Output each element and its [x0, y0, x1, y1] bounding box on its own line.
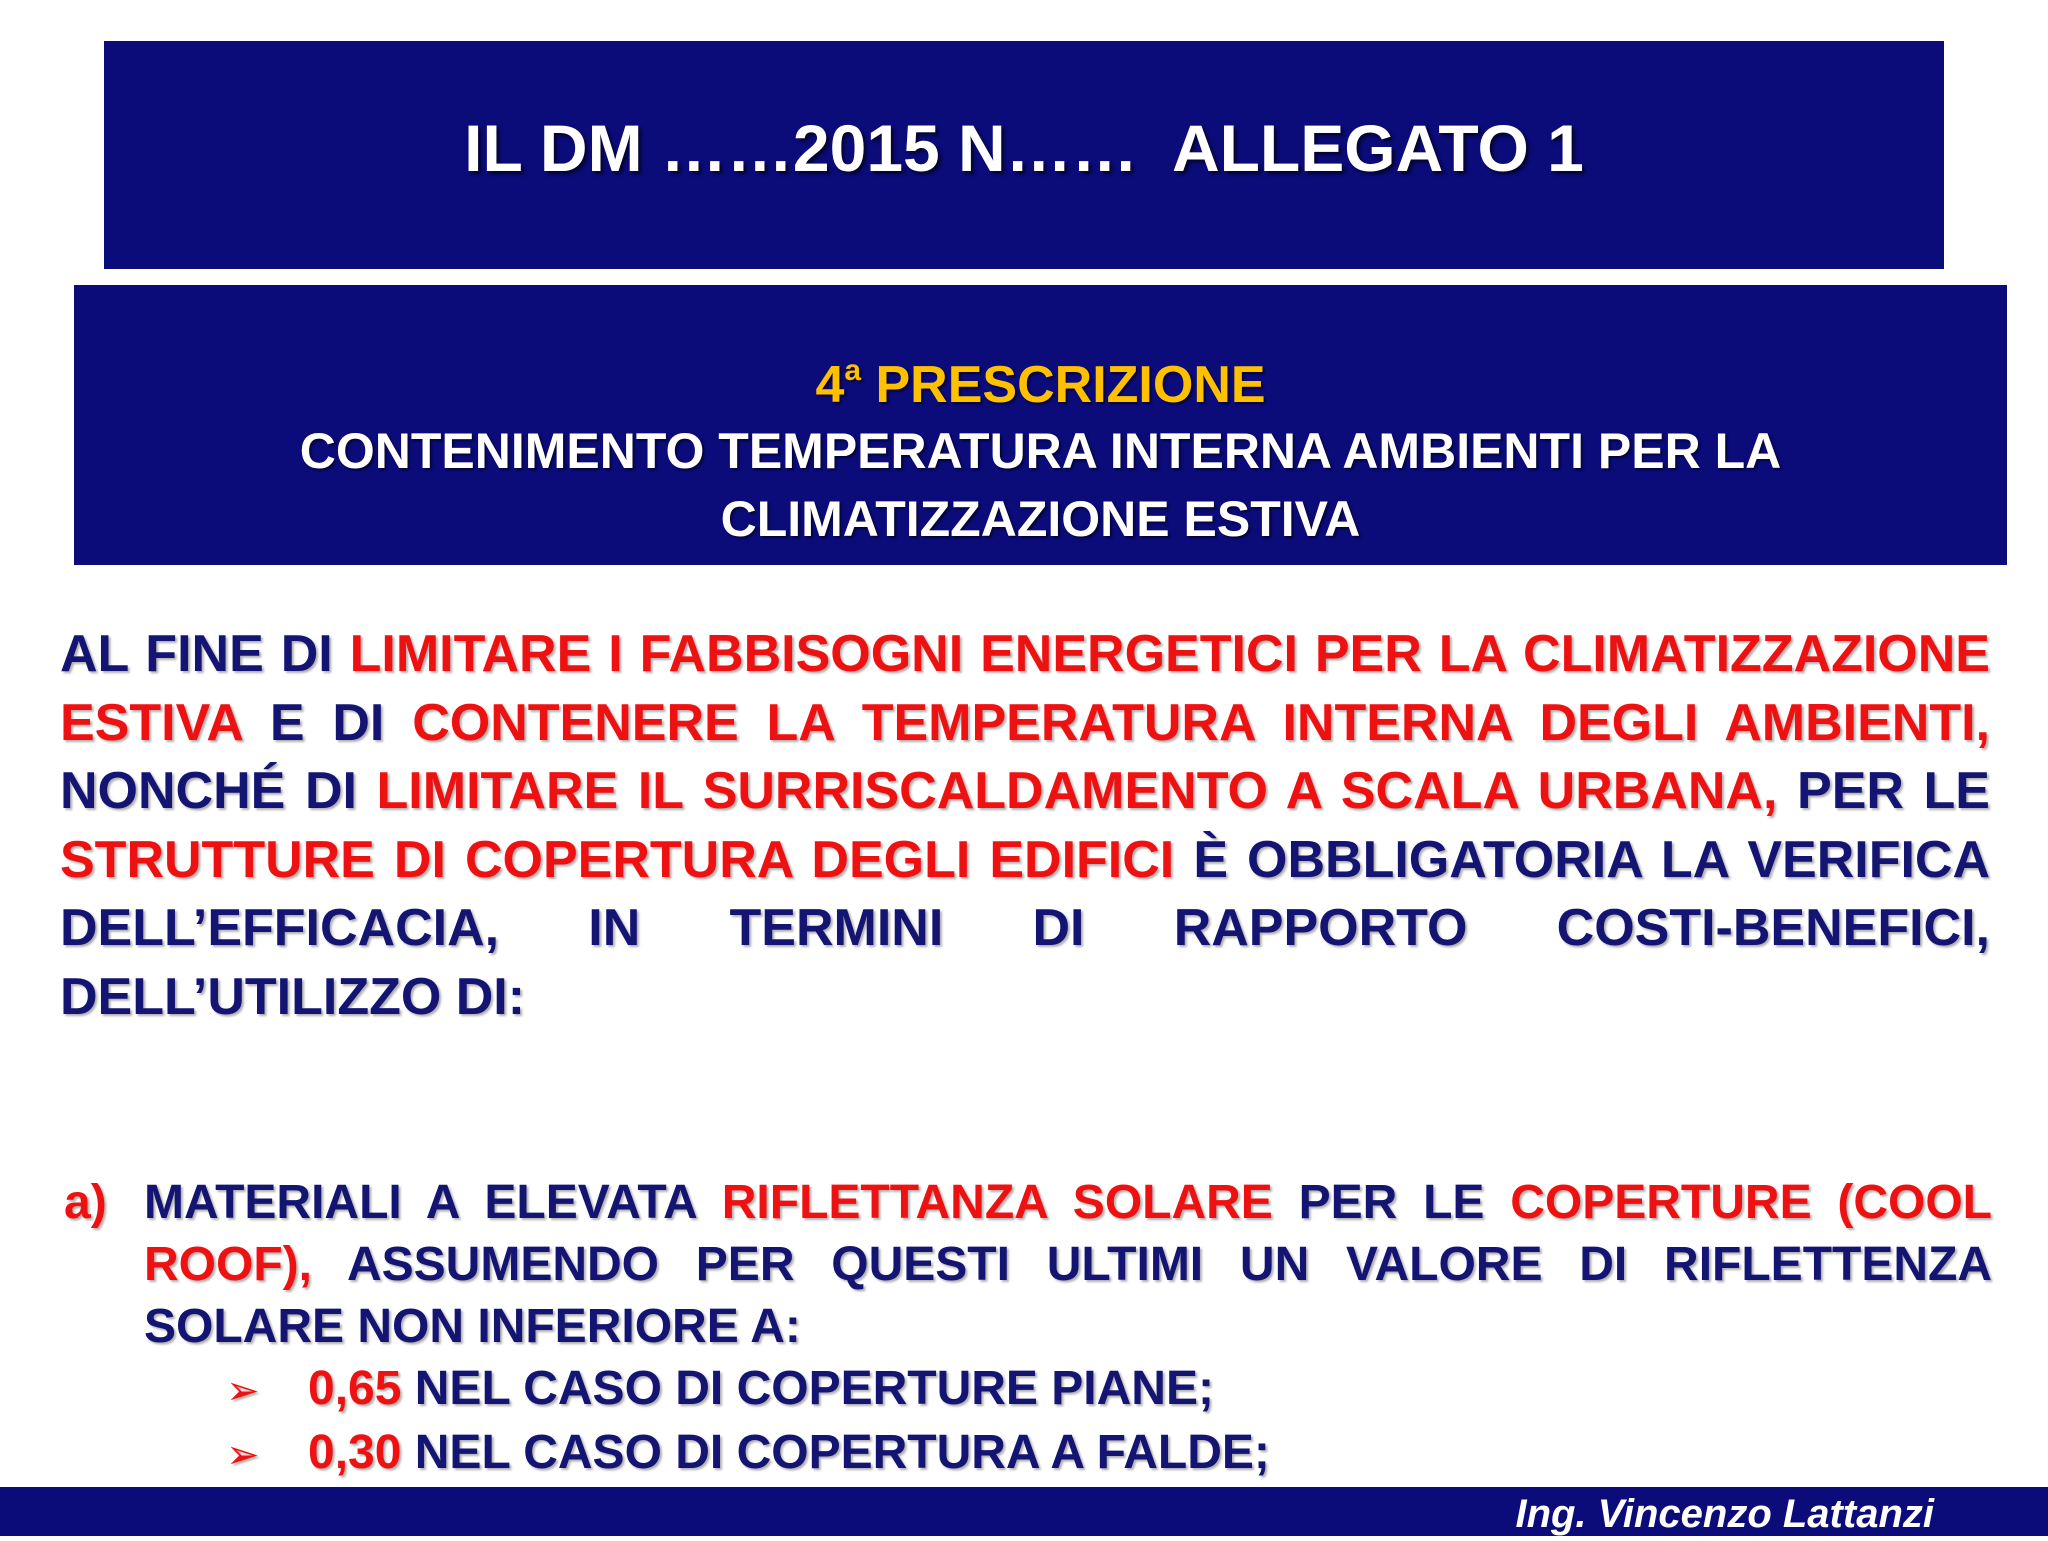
list-item-a-text — [144, 1172, 1992, 1358]
paragraph-highlight: LIMITARE IL SURRISCALDAMENTO A SCALA URBANA, — [376, 762, 1778, 820]
bullet-pitched-roof — [226, 1422, 1270, 1486]
author-credit: Ing. Vincenzo Lattanzi — [1515, 1492, 1934, 1536]
slide-title: IL DM ……2015 N…… ALLEGATO 1 — [464, 111, 1584, 185]
subtitle-banner — [74, 285, 2007, 565]
arrow-bullet-icon: ➢ — [226, 1369, 260, 1413]
title-banner — [104, 41, 1944, 269]
paragraph-segment: È OBBLIGATORIA LA VERIFICA DELL’EFFICACIA, IN TERMINI DI RAPPORTO COSTI-BENEFICI, DELL’UTILIZZO DI: — [60, 830, 1991, 1026]
main-paragraph — [60, 620, 1990, 1031]
prescription-description: CONTENIMENTO TEMPERATURA INTERNA AMBIENTI PER LA CLIMATIZZAZIONE ESTIVA — [299, 423, 1782, 547]
item-segment: PER LE — [1272, 1176, 1511, 1229]
ordinal-number: 4 — [815, 356, 845, 414]
ordinal-suffix: a — [844, 354, 862, 387]
bullet-text: NEL CASO DI COPERTURE PIANE; — [401, 1362, 1214, 1415]
paragraph-segment: NONCHÉ DI — [60, 762, 377, 820]
prescription-heading — [74, 353, 2007, 417]
footer-bar — [0, 1487, 2048, 1536]
list-marker-a: a) — [64, 1176, 107, 1229]
value-bullet-list — [226, 1358, 1270, 1486]
bullet-value: 0,65 — [308, 1362, 402, 1415]
bullet-flat-roof — [226, 1358, 1270, 1422]
prescription-label: PRESCRIZIONE — [875, 356, 1266, 414]
bullet-text: NEL CASO DI COPERTURA A FALDE; — [401, 1426, 1270, 1479]
paragraph-highlight: STRUTTURE DI COPERTURA DEGLI EDIFICI — [60, 830, 1175, 889]
list-item-a — [62, 1172, 1992, 1358]
item-highlight: COPERTURE (COOL ROOF), — [144, 1176, 1993, 1291]
item-highlight: RIFLETTANZA SOLARE — [721, 1176, 1273, 1229]
paragraph-segment: AL FINE DI — [60, 625, 350, 683]
item-segment: ASSUMENDO PER QUESTI ULTIMI UN VALORE DI RIFLETTENZA SOLARE NON INFERIORE A: — [144, 1238, 1992, 1353]
paragraph-highlight: CONTENERE LA TEMPERATURA INTERNA DEGLI AMBIENTI, — [412, 693, 1991, 752]
arrow-bullet-icon: ➢ — [226, 1433, 260, 1477]
paragraph-highlight: LIMITARE I FABBISOGNI ENERGETICI PER LA CLIMATIZZAZIONE ESTIVA — [60, 625, 1990, 752]
item-segment: MATERIALI A ELEVATA — [144, 1176, 722, 1229]
bullet-value: 0,30 — [308, 1426, 402, 1479]
paragraph-segment: E DI — [242, 693, 413, 752]
paragraph-segment: PER LE — [1777, 762, 1990, 820]
